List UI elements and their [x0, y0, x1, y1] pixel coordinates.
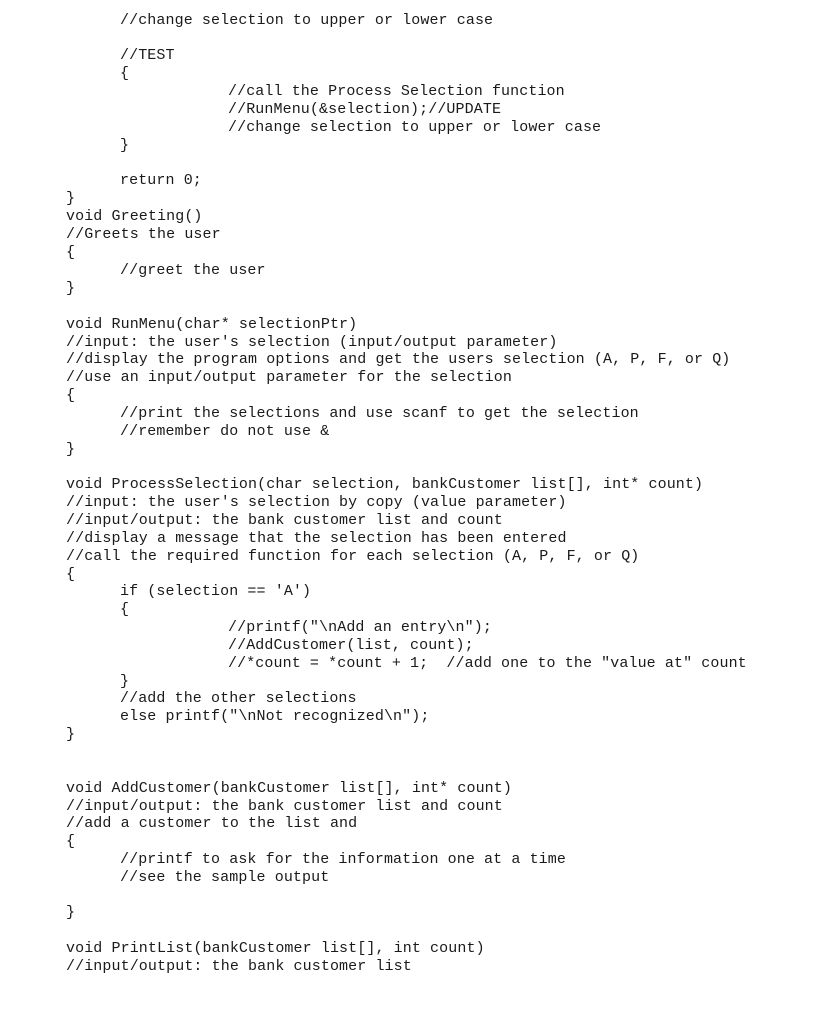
code-line: void AddCustomer(bankCustomer list[], int* count) [66, 780, 512, 797]
code-line: } [66, 726, 76, 743]
code-line: //printf to ask for the information one at a time [120, 851, 566, 868]
code-line: } [66, 904, 76, 921]
code-line: //*count = *count + 1; //add one to the "value at" count [228, 655, 747, 672]
code-line: //input: the user's selection by copy (value parameter) [66, 494, 567, 511]
code-line: //call the Process Selection function [228, 83, 565, 100]
code-line: { [66, 833, 76, 850]
code-line: //print the selections and use scanf to get the selection [120, 405, 639, 422]
code-line: } [66, 441, 76, 458]
code-line: { [66, 566, 76, 583]
code-line: //change selection to upper or lower case [228, 119, 602, 136]
code-line: //remember do not use & [120, 423, 330, 440]
code-line: //add the other selections [120, 690, 357, 707]
code-line: //input/output: the bank customer list [66, 958, 412, 975]
code-line: return 0; [120, 172, 202, 189]
code-line: //input/output: the bank customer list and count [66, 798, 503, 815]
code-line: } [120, 137, 130, 154]
code-line: //greet the user [120, 262, 266, 279]
code-line: } [66, 190, 76, 207]
code-line: //call the required function for each selection (A, P, F, or Q) [66, 548, 640, 565]
code-line: //printf("\nAdd an entry\n"); [228, 619, 492, 636]
code-line: //change selection to upper or lower case [120, 12, 494, 29]
code-line: //TEST [120, 47, 175, 64]
code-line: { [120, 601, 130, 618]
code-line: //see the sample output [120, 869, 330, 886]
code-line: //use an input/output parameter for the selection [66, 369, 512, 386]
code-line: void RunMenu(char* selectionPtr) [66, 316, 358, 333]
code-line: //RunMenu(&selection);//UPDATE [228, 101, 502, 118]
code-line: //AddCustomer(list, count); [228, 637, 474, 654]
code-line: void ProcessSelection(char selection, bankCustomer list[], int* count) [66, 476, 704, 493]
code-line: //input: the user's selection (input/output parameter) [66, 334, 558, 351]
code-line: //add a customer to the list and [66, 815, 358, 832]
code-line: //display the program options and get the users selection (A, P, F, or Q) [66, 351, 731, 368]
code-line: { [66, 244, 76, 261]
code-line: else printf("\nNot recognized\n"); [120, 708, 430, 725]
code-line: if (selection == 'A') [120, 583, 312, 600]
code-line: } [120, 673, 130, 690]
code-line: void Greeting() [66, 208, 203, 225]
code-line: void PrintList(bankCustomer list[], int count) [66, 940, 485, 957]
code-line: { [66, 387, 76, 404]
code-line: //input/output: the bank customer list and count [66, 512, 503, 529]
code-line: //Greets the user [66, 226, 221, 243]
code-line: { [120, 65, 130, 82]
code-line: //display a message that the selection has been entered [66, 530, 567, 547]
code-line: } [66, 280, 76, 297]
